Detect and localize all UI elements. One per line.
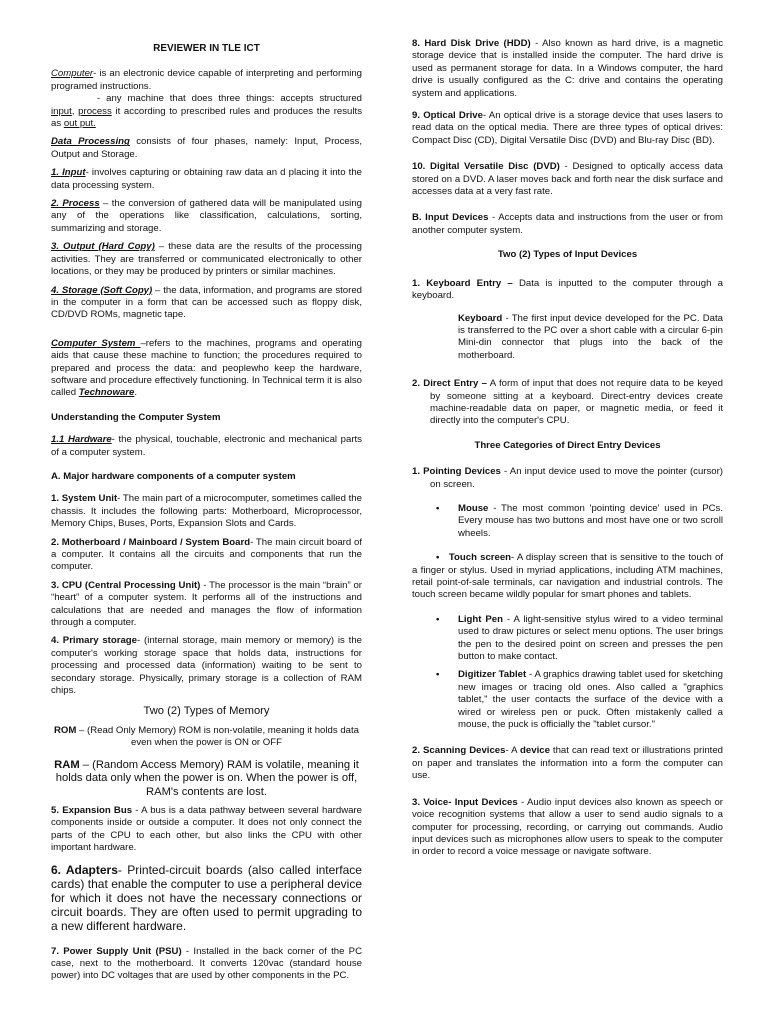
bullet-icon: •: [436, 669, 440, 681]
term-hardware: 1.1 Hardware: [51, 434, 112, 446]
adapters-definition: 6. Adapters- Printed-circuit boards (also called interface cards) that enable the computer to use a peripheral device for which it does not have the necessary connections or circuit boards. They are often used to permit upgrading to a new different hardware.: [51, 862, 362, 934]
term-storage: 4. Storage (Soft Copy): [51, 284, 153, 296]
major-components-heading: A. Major hardware components of a computer system: [51, 470, 296, 482]
scanning-devices-definition: 2. Scanning Devices- A device that can read text or illustrations printed on paper and translates the information into a form the computer can use.: [412, 745, 723, 782]
primary-storage-definition: 4. Primary storage- (internal storage, main memory or memory) is the computer's working storage space that holds data, instructions for processing and processed data (information) waiting to be sent to secondary storage. Physically, primary storage is a collection of RAM chips.: [51, 635, 362, 697]
document-title: REVIEWER IN TLE ICT: [153, 43, 260, 54]
cpu-definition: 3. CPU (Central Processing Unit) - The processor is the main “brain” or “heart” of a computer system. It performs all of the instructions and calculations that are needed and manages the flow of information through a computer.: [51, 579, 363, 629]
psu-definition: 7. Power Supply Unit (PSU) - Installed in the back corner of the PC case, next to the motherboard. It converts 120vac (standard house power) into DC voltages that are used by other components in the PC.: [51, 945, 363, 982]
dvd-definition: 10. Digital Versatile Disc (DVD) - Designed to optically access data stored on a DVD. A laser moves back and forth near the disk surface and accesses data at a very fast rate.: [412, 161, 723, 198]
output-definition: 3. Output (Hard Copy) – these data are the results of the processing activities. They are transferred or communicated electronically to other locations, or they may be produced by printers or similar machines.: [51, 241, 362, 278]
voice-input-definition: 3. Voice- Input Devices - Audio input devices also known as speech or voice recognition systems that allow a user to send audio signals to a computer for processing, recording, or carrying out commands. Audio input devices such as microphones allow users to speak to the computer in order to record a voice message or navigate software.: [412, 796, 723, 858]
motherboard-definition: 2. Motherboard / Mainboard / System Board- The main circuit board of a computer. It contains all the circuits and components that run the computer.: [51, 536, 362, 573]
memory-types-heading: Two (2) Types of Memory: [143, 705, 270, 718]
rom-definition: ROM – (Read Only Memory) ROM is non-volatile, meaning it holds data even when the power is ON or OFF: [54, 724, 359, 749]
storage-definition: 4. Storage (Soft Copy) – the data, information, and programs are stored in the computer in a form that can be accessed such as floppy disk, CD/DVD ROMs, magnetic tape.: [51, 284, 362, 321]
hdd-definition: 8. Hard Disk Drive (HDD) - Also known as hard drive, is a magnetic storage device that is installed inside the computer. The hard drive is used as permanent storage for data. In a Windows computer, the hard drive is usually configured as the C: drive and contains the operating system and applications.: [412, 38, 723, 99]
data-processing-definition: Data Processing consists of four phases, namely: Input, Process, Output and Storage.: [51, 136, 362, 160]
computer-system-definition: Computer System –refers to the machines, programs and operating aids that cause these machine to function; the procedures required to prepared and process the data: and peoplewho keep the hardware, software and procedure effectively functioning. In Technical term it is also called Technoware.: [51, 337, 363, 399]
mouse-item: • Mouse - The most common 'pointing device' used in PCs. Every mouse has two buttons and most have one or two scroll wheels.: [436, 502, 723, 539]
direct-entry-definition: 2. Direct Entry – A form of input that does not require data to be keyed by someone sitting at a keyboard. Direct-entry devices create machine-readable data on paper, or magnetic media, or feed it directly into the computer's CPU.: [412, 378, 723, 427]
understanding-heading: Understanding the Computer System: [51, 411, 221, 423]
system-unit-definition: 1. System Unit- The main part of a microcomputer, sometimes called the chassis. It includes the following parts: Motherboard, Microprocessor, Memory Chips, Buses, Ports, Expansion Slots and Cards.: [51, 493, 362, 530]
touch-screen-item: • Touch screen- A display screen that is sensitive to the touch of a finger or stylus. Used in myriad applications, including ATM machines, retail point-of-sale terminals, car navigation and industrial controls. The touch screen became wildly popular for smart phones and tablets.: [412, 552, 723, 601]
left-column: [51, 38, 362, 989]
right-column: [412, 38, 723, 865]
term-computer-system: Computer System: [51, 337, 141, 349]
bullet-icon: •: [436, 502, 440, 514]
digitizer-tablet-item: • Digitizer Tablet - A graphics drawing tablet used for sketching new images or tracing old ones. Also called a "graphics tablet," the user contacts the surface of the device with a wired or wireless pen or puck. Often mistakenly called a mouse, the puck is officially the "tablet cursor.": [436, 669, 723, 731]
keyboard-definition: Keyboard - The first input device developed for the PC. Data is transferred to the PC over a short cable with a circular 6-pin Mini-din connector that plugs into the back of the motherboard.: [458, 312, 723, 361]
term-technoware: Technoware: [78, 387, 135, 399]
term-process: 2. Process: [51, 198, 100, 210]
term-computer: Computer: [51, 68, 94, 80]
input-types-heading: Two (2) Types of Input Devices: [497, 249, 638, 261]
term-data-processing: Data Processing: [51, 136, 130, 148]
input-devices-definition: B. Input Devices - Accepts data and instructions from the user or from another computer system.: [412, 212, 723, 236]
process-definition: 2. Process – the conversion of gathered data will be manipulated using any of the operations like classification, calculations, sorting, summarizing and storage.: [51, 198, 362, 234]
pointing-devices-definition: 1. Pointing Devices - An input device used to move the pointer (cursor) on screen.: [412, 466, 723, 490]
term-output: 3. Output (Hard Copy): [51, 241, 155, 253]
light-pen-item: • Light Pen - A light-sensitive stylus wired to a video terminal used to draw pictures or select menu options. The user brings the pen to the desired point on screen and presses the pen button to make contact.: [436, 613, 723, 663]
hardware-definition: 1.1 Hardware- the physical, touchable, electronic and mechanical parts of a computer system.: [51, 434, 362, 458]
expansion-bus-definition: 5. Expansion Bus - A bus is a data pathway between several hardware components inside or outside a computer. It does not only connect the parts of the CPU to each other, but also links the CPU with other important hardware.: [51, 804, 362, 854]
bullet-icon: •: [436, 552, 440, 564]
term-input: 1. Input: [51, 167, 86, 179]
computer-definition: Computer- is an electronic device capable of interpreting and performing programed instructions. - any machine that does three things: accepts structured input, process it according to prescribed rules and produces the results as out put.: [51, 68, 362, 130]
input-definition: 1. Input- involves capturing or obtaining raw data an d placing it into the data processing system.: [51, 167, 363, 191]
direct-categories-heading: Three Categories of Direct Entry Devices: [474, 439, 661, 451]
optical-drive-definition: 9. Optical Drive- An optical drive is a storage device that uses lasers to read data on the optical media. There are three types of optical drives: Compact Disc (CD), Digital Versatile Disc (DVD) and Blu-ray Disc (BD).: [412, 110, 723, 146]
bullet-icon: •: [436, 613, 440, 625]
ram-definition: RAM – (Random Access Memory) RAM is volatile, meaning it holds data only when the power is on. When the power is off, RAM's contents are lost.: [54, 758, 359, 798]
keyboard-entry-definition: 1. Keyboard Entry – Data is inputted to the computer through a keyboard.: [412, 277, 723, 302]
